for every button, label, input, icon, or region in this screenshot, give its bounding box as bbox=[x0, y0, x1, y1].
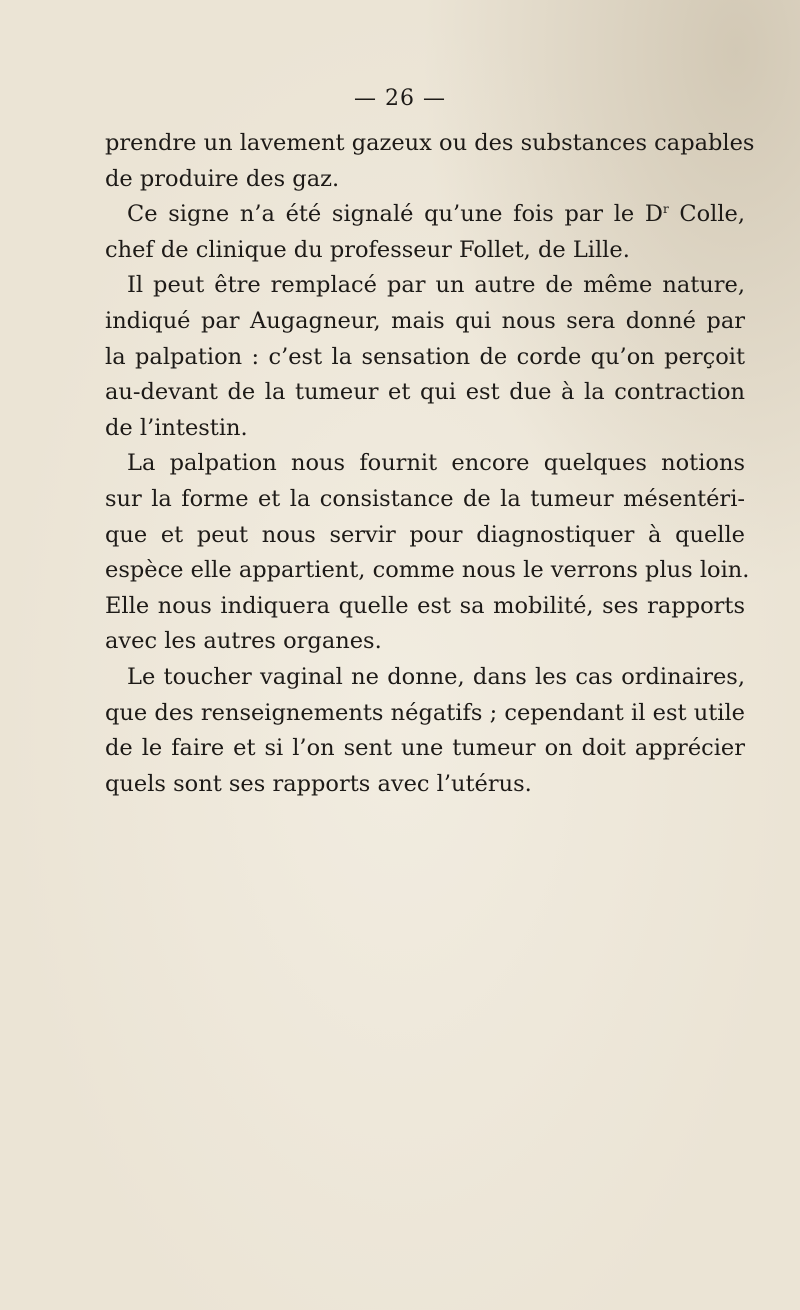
text-line: indiqué par Augagneur, mais qui nous sera donné par bbox=[105, 307, 745, 334]
doctor-abbrev-superscript: r bbox=[662, 202, 669, 217]
text-line: Elle nous indiquera quelle est sa mobilité, ses rapports bbox=[105, 592, 745, 619]
text-line: de produire des gaz. bbox=[105, 165, 340, 192]
text-line: que et peut nous servir pour diagnostiquer à quelle bbox=[105, 521, 745, 548]
text-line: avec les autres organes. bbox=[105, 628, 382, 655]
page-number: — 26 — bbox=[354, 86, 446, 111]
text-line-part: Ce signe n’a été signalé qu’une fois par le D bbox=[127, 201, 663, 228]
text-line: espèce elle appartient, comme nous le verrons plus loin. bbox=[105, 557, 750, 584]
text-line: quels sont ses rapports avec l’utérus. bbox=[105, 770, 532, 797]
text-line: au-devant de la tumeur et qui est due à la contraction bbox=[105, 379, 745, 406]
text-line: la palpation : c’est la sensation de corde qu’on perçoit bbox=[105, 343, 745, 370]
text-line: chef de clinique du professeur Follet, de Lille. bbox=[105, 236, 630, 263]
text-line: que des renseignements négatifs ; cependant il est utile bbox=[105, 699, 745, 726]
text-line: Il peut être remplacé par un autre de même nature, bbox=[127, 272, 745, 299]
text-line: sur la forme et la consistance de la tumeur mésentéri- bbox=[105, 485, 745, 512]
text-line: Le toucher vaginal ne donne, dans les cas ordinaires, bbox=[127, 663, 745, 690]
text-line: prendre un lavement gazeux ou des substances capables bbox=[105, 130, 755, 156]
body-text bbox=[105, 126, 755, 802]
text-line bbox=[105, 197, 745, 233]
text-line-part: Colle, bbox=[668, 201, 745, 228]
text-line: de l’intestin. bbox=[105, 414, 248, 441]
text-line: La palpation nous fournit encore quelques notions bbox=[127, 450, 745, 477]
text-line: de le faire et si l’on sent une tumeur on doit apprécier bbox=[105, 735, 745, 762]
